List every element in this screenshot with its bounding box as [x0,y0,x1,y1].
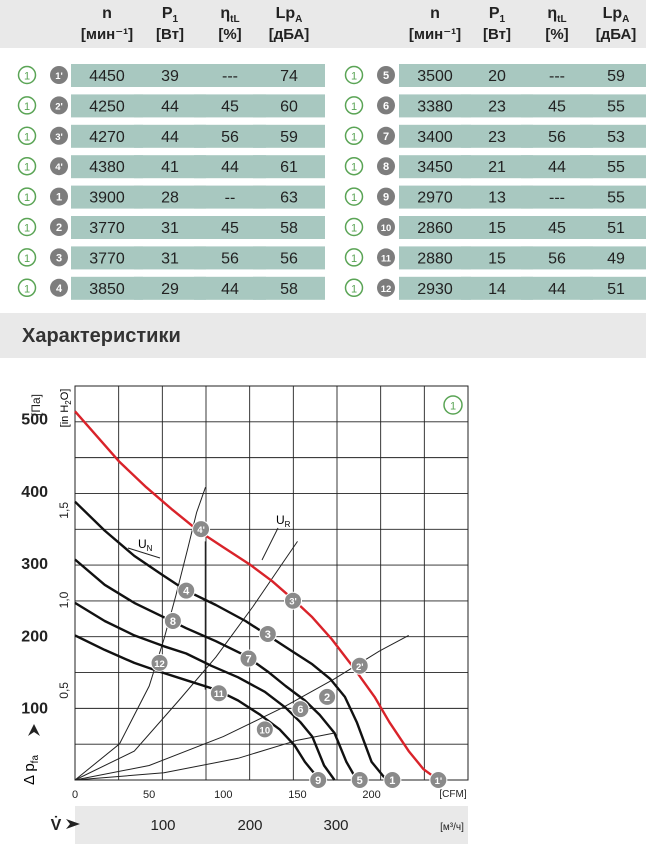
value-text: 55 [607,98,625,116]
value-text: 61 [280,159,298,177]
point-badge-label: 6 [382,100,390,113]
value-text: 44 [221,159,239,177]
xtick-cfm: 200 [362,789,381,801]
series-label-un: $U_N$ [138,537,153,553]
left-row [19,186,326,209]
point-label-12: 12 [154,658,165,670]
value-text: 14 [488,280,506,298]
left-row [19,155,326,178]
header-right-3-unit: [дБА] [595,26,637,43]
value-text: 29 [161,280,179,298]
left-row [19,94,326,117]
point-badge-label: 5 [382,70,390,82]
value-text: 4380 [89,159,125,177]
curve-ring-label: 1 [23,131,31,144]
value-text: 31 [161,220,179,237]
xaxis-m3h-band [75,806,468,844]
curve-ring-label: 1 [350,70,358,83]
curve-ring-label: 1 [350,100,358,113]
right-row [346,277,646,300]
curve-ring-label: 1 [23,70,31,83]
value-text: 55 [607,159,625,177]
value-text: 3380 [417,98,453,116]
value-text: 58 [280,220,298,237]
header-left-1-main: $P_1$ [161,5,179,25]
value-text: 20 [488,68,506,85]
left-row [19,277,326,300]
header-left-2-main: $\eta_{tL}$ [220,5,240,25]
xtick-cfm: 100 [214,789,233,801]
curve-ring-label: 1 [350,131,358,144]
value-text: 51 [607,280,625,298]
curve-ring-label: 1 [23,222,31,235]
series-label-ur: $U_R$ [276,513,291,529]
value-text: 45 [221,220,239,237]
left-row [19,64,326,87]
chart [21,386,468,844]
value-text: 55 [607,189,625,207]
value-text: 45 [548,220,566,237]
value-text: -- [224,189,236,207]
curve-ring-label: 1 [23,100,31,113]
left-row [19,246,326,269]
point-badge-label: 7 [382,130,390,143]
value-text: --- [549,189,565,207]
arrow-up-icon [28,724,40,736]
point-badge-label: 1' [55,71,63,82]
curve-ring-label: 1 [350,161,358,174]
xtick-cfm: 150 [288,789,307,801]
value-text: 44 [548,280,566,298]
value-text: --- [549,68,565,85]
point-badge-label: 1 [55,191,63,204]
value-text: 56 [221,250,239,268]
yunit-inh2o: [in $H_2O$] [59,388,73,428]
point-label-9: 9 [315,775,322,787]
xlabel: V̇ [50,817,62,834]
point-badge-label: 11 [380,253,392,265]
point-badge-label: 10 [380,223,392,234]
value-text: 41 [161,159,179,177]
value-text: 45 [548,98,566,116]
value-text: 44 [161,98,179,116]
curve-ring-label: 1 [350,283,358,296]
section-title: Характеристики [22,325,181,347]
value-text: 49 [607,250,625,268]
point-label-4': 4' [197,525,205,537]
point-label-2: 2 [324,691,331,704]
yunit-pa: [Па] [29,394,43,416]
value-text: 28 [161,189,179,207]
value-text: 2970 [417,189,453,207]
point-badge-label: 2' [55,101,63,113]
header-right-2-main: $\eta_{tL}$ [547,5,567,25]
right-row [346,94,646,117]
value-text: 21 [488,159,506,177]
point-label-1: 1 [389,775,396,787]
value-text: 44 [161,128,179,146]
point-label-10: 10 [259,725,271,737]
left-row [19,125,326,148]
ytick-pa: 300 [21,556,48,574]
value-text: 4270 [89,128,125,146]
point-label-4: 4 [183,585,190,598]
value-text: 23 [488,98,506,116]
ytick-pa: 500 [21,411,48,429]
value-text: --- [222,68,238,85]
table-right-rows [346,64,646,300]
point-badge-label: 2 [55,222,63,234]
curve-ring-label: 1 [350,192,358,205]
header-left-0-main: n [102,5,112,22]
xtick-m3h: 100 [150,817,176,834]
value-text: 39 [161,68,179,85]
header-right-2-unit: [%] [545,26,569,43]
value-text: 3400 [417,128,453,146]
value-text: 3850 [89,280,125,298]
value-text: 59 [607,68,625,85]
header-left-0-unit: [мин⁻¹] [80,26,134,43]
curve-ring-label: 1 [23,252,31,265]
value-text: 2930 [417,280,453,298]
header-left-3-main: $Lp_A$ [275,5,303,25]
header-left-1-unit: [Вт] [156,26,184,43]
right-row [346,155,646,178]
header-right-0-main: n [430,5,440,22]
value-text: 53 [607,128,625,146]
header-right-0-unit: [мин⁻¹] [408,26,462,43]
header-right-3-main: $Lp_A$ [602,5,630,25]
value-text: 60 [280,98,298,116]
ylabel: Δ $p_{fa}$ [21,754,41,786]
value-text: 15 [488,220,506,237]
value-text: 3450 [417,159,453,177]
value-text: 3900 [89,189,125,207]
curve-ring-label: 1 [23,283,31,296]
point-badge-label: 3 [55,252,63,265]
xtick-m3h: 200 [237,817,263,834]
plot-area [75,386,468,780]
value-text: 45 [221,98,239,116]
curve-ring-label: 1 [350,222,358,235]
point-badge-label: 4' [55,162,63,174]
value-text: 74 [280,68,298,85]
table-left-rows [19,64,326,300]
right-row [346,186,646,209]
ytick-inh2o: 0,5 [57,682,71,699]
point-badge-label: 8 [382,161,390,174]
right-row [346,125,646,148]
value-text: 56 [548,128,566,146]
xtick-cfm: 0 [71,789,79,801]
xunit-m3h: [м³/ч] [440,822,464,833]
point-badge-label: 3' [55,131,63,143]
ytick-inh2o: 1,0 [57,591,71,609]
value-text: 44 [221,280,239,298]
value-text: 59 [280,128,298,146]
right-row [346,216,646,239]
point-label-1': 1' [434,776,443,787]
curve-ring-label: 1 [23,192,31,205]
header-left-2-unit: [%] [218,26,242,43]
value-text: 56 [280,250,298,268]
ytick-pa: 400 [21,483,48,501]
header-left-3-unit: [дБА] [268,26,310,43]
value-text: 13 [488,189,506,207]
value-text: 4250 [89,98,125,116]
point-label-7: 7 [245,653,252,666]
value-text: 44 [548,159,566,177]
value-text: 58 [280,280,298,298]
value-text: 56 [221,128,239,146]
right-row [346,64,646,87]
point-label-3: 3 [264,628,271,641]
left-row [19,216,326,239]
point-badge-label: 9 [382,191,390,204]
header-right-1-unit: [Вт] [483,26,511,43]
value-text: 31 [161,250,179,268]
point-label-6: 6 [297,704,304,717]
header-right-1-main: $P_1$ [488,5,506,25]
value-text: 4450 [89,68,125,85]
right-row [346,246,646,269]
point-label-11: 11 [213,689,224,701]
point-label-8: 8 [169,615,176,628]
corner-label: 1 [449,400,457,413]
point-label-3': 3' [289,596,297,608]
ytick-inh2o: 1,5 [57,502,72,519]
ytick-pa: 100 [21,700,48,718]
value-text: 15 [488,250,506,268]
value-text: 3500 [417,68,453,85]
value-text: 3770 [89,250,125,268]
value-text: 51 [607,220,625,237]
point-badge-label: 4 [55,282,63,295]
value-text: 2860 [417,220,453,237]
point-label-5: 5 [356,775,363,787]
xtick-m3h: 300 [323,817,349,834]
value-text: 2880 [417,250,453,268]
curve-ring-label: 1 [350,252,358,265]
point-badge-label: 12 [380,283,392,295]
value-text: 3770 [89,220,125,237]
xunit-cfm: [CFM] [439,789,467,800]
ytick-pa: 200 [21,628,48,646]
xtick-cfm: 50 [143,789,156,801]
point-label-2': 2' [355,661,364,673]
value-text: 56 [548,250,566,268]
curve-ring-label: 1 [23,161,31,174]
value-text: 23 [488,128,506,146]
value-text: 63 [280,189,298,207]
